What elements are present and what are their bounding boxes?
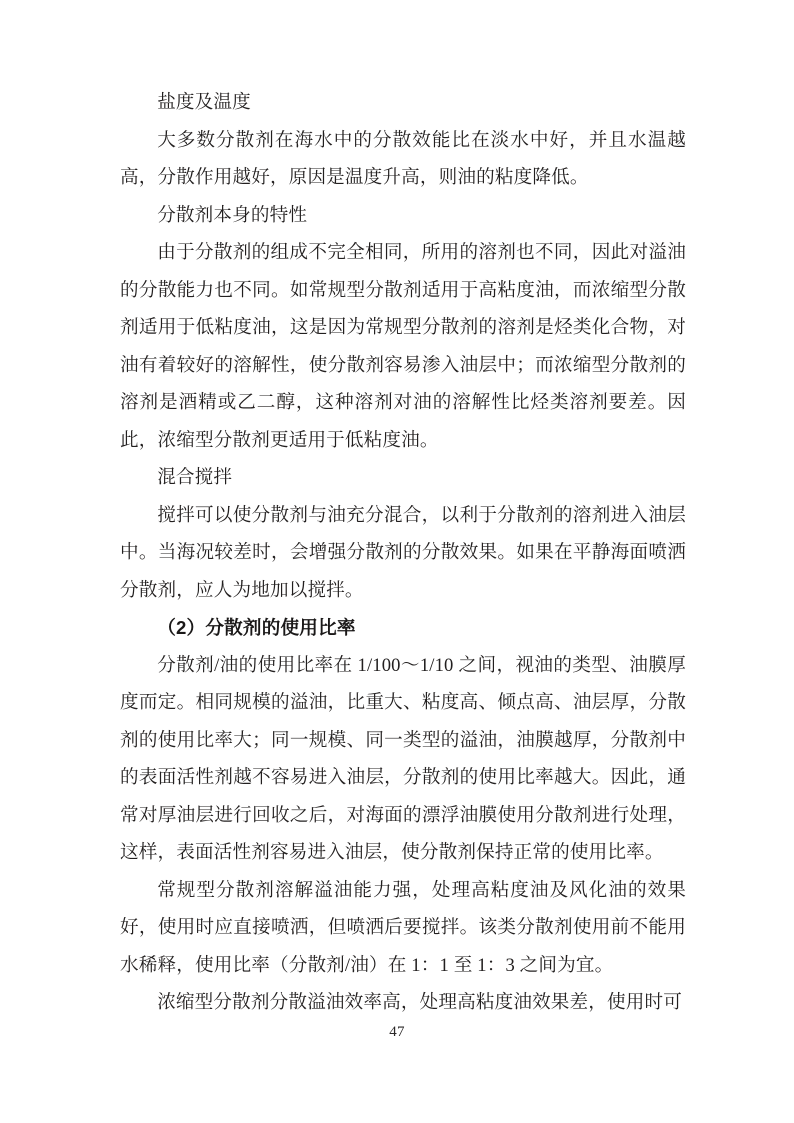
paragraph-conventional-dispersant: 常规型分散剂溶解溢油能力强，处理高粘度油及风化油的效果好，使用时应直接喷洒，但喷洒后要搅拌。该类分散剂使用前不能用水稀释，使用比率（分散剂/油）在 1：1 至 1：3 之间为宜。 xyxy=(120,879,686,976)
paragraph-usage-ratio-general: 分散剂/油的使用比率在 1/100～1/10 之间，视油的类型、油膜厚度而定。相同规模的溢油，比重大、粘度高、倾点高、油层厚，分散剂的使用比率大；同一规模、同一类型的溢油，油膜越厚，分散剂中的表面活性剂越不容易进入油层，分散剂的使用比率越大。因此，通常对厚油层进行回收之后，对海面的漂浮油膜使用分散剂进行处理，这样，表面活性剂容易进入油层，使分散剂保持正常的使用比率。 xyxy=(120,654,686,863)
page-number: 47 xyxy=(389,1024,405,1040)
page-body-text xyxy=(120,84,686,1022)
paragraph-dispersant-properties: 由于分散剂的组成不完全相同，所用的溶剂也不同，因此对溢油的分散能力也不同。如常规型分散剂适用于高粘度油，而浓缩型分散剂适用于低粘度油，这是因为常规型分散剂的溶剂是烃类化合物，对油有着较好的溶解性，使分散剂容易渗入油层中；而浓缩型分散剂的溶剂是酒精或乙二醇，这种溶剂对油的溶解性比烃类溶剂要差。因此，浓缩型分散剂更适用于低粘度油。 xyxy=(120,242,686,451)
subheading-salinity-temperature: 盐度及温度 xyxy=(157,92,251,113)
paragraph-concentrated-dispersant: 浓缩型分散剂分散溢油效率高，处理高粘度油效果差，使用时可 xyxy=(157,992,683,1013)
paragraph-salinity-temperature: 大多数分散剂在海水中的分散效能比在淡水中好，并且水温越高，分散作用越好，原因是温度升高，则油的粘度降低。 xyxy=(120,129,686,188)
subheading-mixing-agitation: 混合搅拌 xyxy=(157,467,233,488)
subheading-dispersant-properties: 分散剂本身的特性 xyxy=(157,204,308,226)
section-heading-usage-ratio: （2）分散剂的使用比率 xyxy=(157,617,356,638)
paragraph-mixing-agitation: 搅拌可以使分散剂与油充分混合，以利于分散剂的溶剂进入油层中。当海况较差时，会增强分散剂的分散效果。如果在平静海面喷洒分散剂，应人为地加以搅拌。 xyxy=(120,504,686,601)
